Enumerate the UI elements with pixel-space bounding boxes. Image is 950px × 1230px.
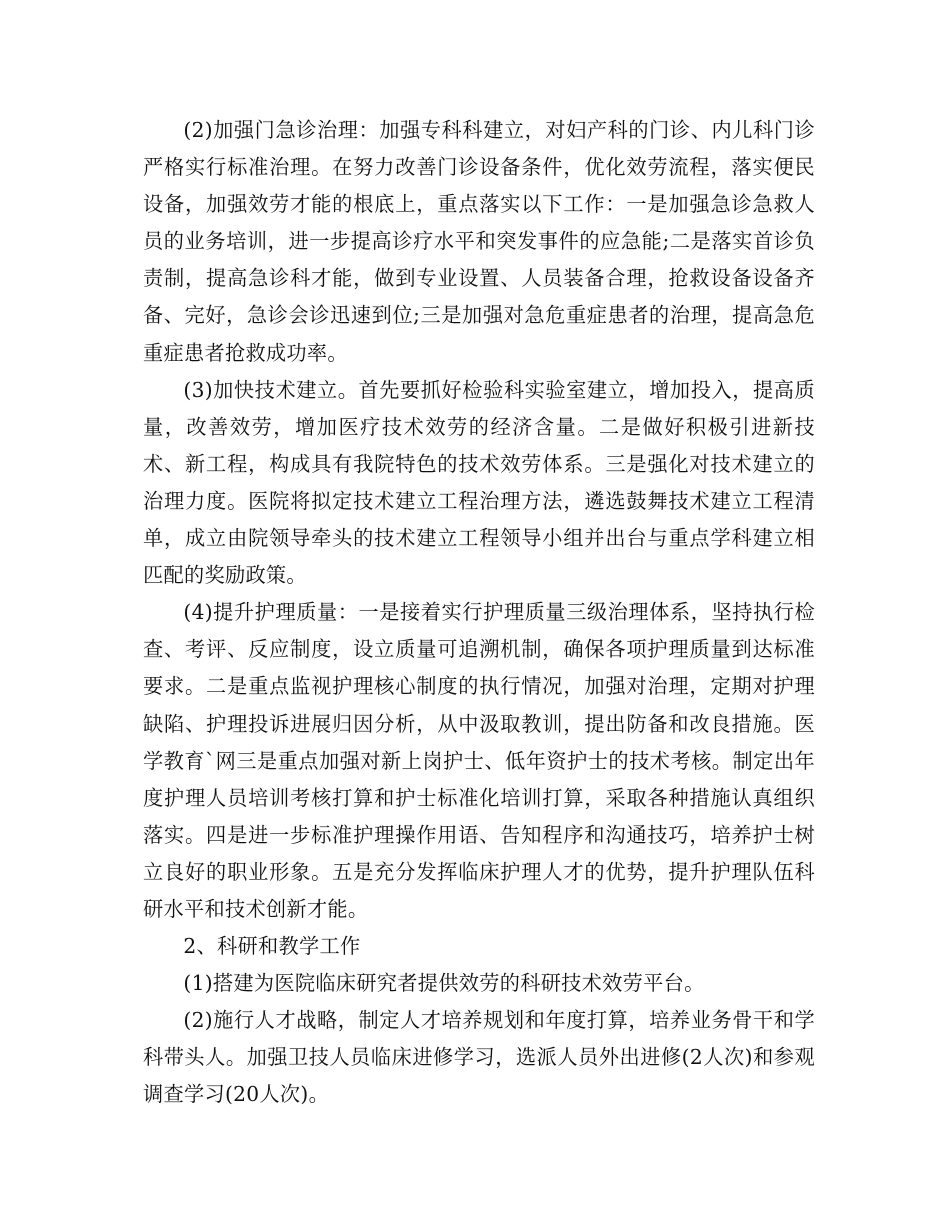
paragraph-nursing-quality: (4)提升护理质量：一是接着实行护理质量三级治理体系，坚持执行检查、考评、反应制度，设立质量可追溯机制，确保各项护理质量到达标准要求。二是重点监视护理核心制度的执行情况，加强对治理，定期对护理缺陷、护理投诉进展归因分析，从中汲取教训，提出防备和改良措施。医学教育`网三是重点加强对新上岗护士、低年资护士的技术考核。制定出年度护理人员培训考核打算和护士标准化培训打算，采取各种措施认真组织落实。四是进一步标准护理操作用语、告知程序和沟通技巧，培养护士树立良好的职业形象。五是充分发挥临床护理人才的优势，提升护理队伍科研水平和技术创新才能。 (143, 600, 815, 921)
paragraph-talent-strategy: (2)施行人才战略，制定人才培养规划和年度打算，培养业务骨干和学科带头人。加强卫技人员临床进修学习，选派人员外出进修(2人次)和参观调查学习(20人次)。 (143, 1008, 815, 1107)
paragraph-emergency-management: (2)加强门急诊治理：加强专科科建立，对妇产科的门诊、内儿科门诊严格实行标准治理。在努力改善门诊设备条件，优化效劳流程，落实便民设备，加强效劳才能的根底上，重点落实以下工作：一是加强急诊急救人员的业务培训，进一步提高诊疗水平和突发事件的应急能;二是落实首诊负责制，提高急诊科才能，做到专业设置、人员装备合理，抢救设备设备齐备、完好，急诊会诊迅速到位;三是加强对急危重症患者的治理，提高急危重症患者抢救成功率。 (143, 118, 815, 365)
paragraph-research-platform: (1)搭建为医院临床研究者提供效劳的科研技术效劳平台。 (183, 971, 705, 996)
document-body (143, 112, 815, 1114)
section-heading-research-teaching: 2、科研和教学工作 (183, 934, 361, 959)
paragraph-technical-construction: (3)加快技术建立。首先要抓好检验科实验室建立，增加投入，提高质量，改善效劳，增加医疗技术效劳的经济含量。二是做好积极引进新技术、新工程，构成具有我院特色的技术效劳体系。三是强化对技术建立的治理力度。医院将拟定技术建立工程治理方法，遴选鼓舞技术建立工程清单，成立由院领导牵头的技术建立工程领导小组并出台与重点学科建立相匹配的奖励政策。 (143, 377, 815, 588)
